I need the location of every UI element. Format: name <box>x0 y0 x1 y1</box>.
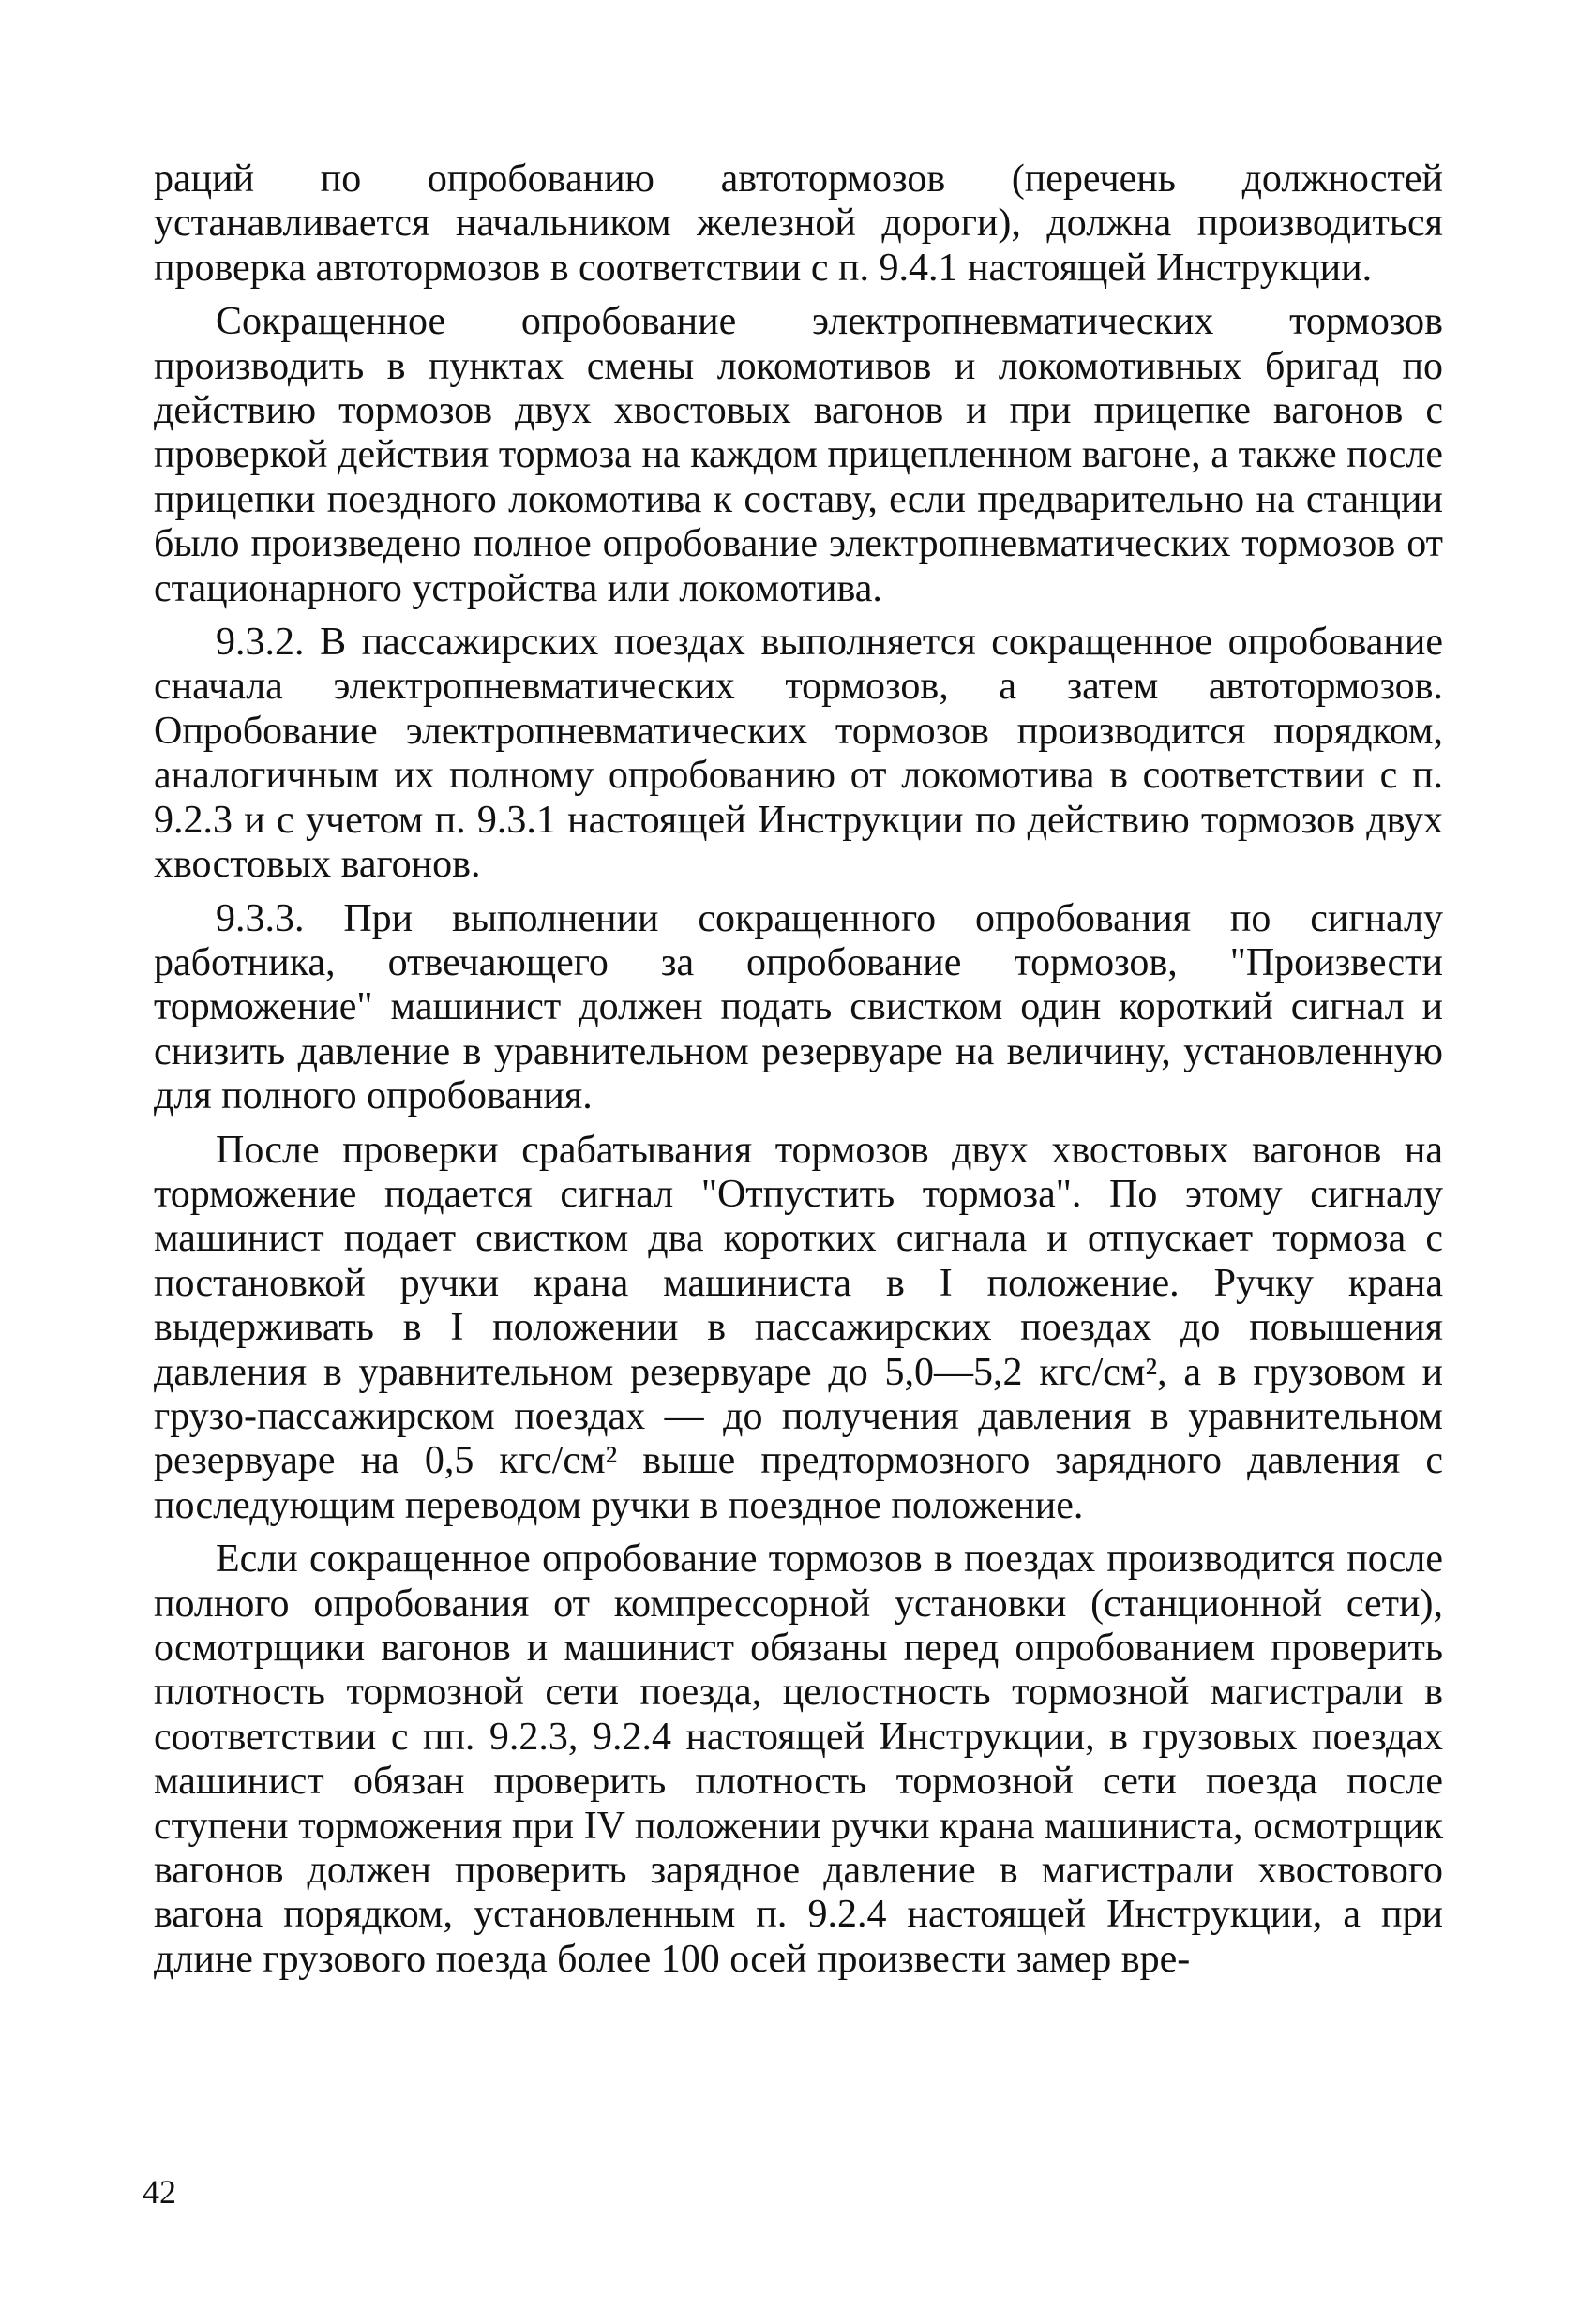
paragraph-continuation: раций по опробованию автотормозов (перечень должностей устанавливается начальником железной дороги), должна производиться проверка автотормозов в соответствии с п. 9.4.1 настоящей Инструкции. <box>154 157 1443 290</box>
paragraph-9-3-2: 9.3.2. В пассажирских поездах выполняется сокращенное опробование сначала электропневматических тормозов, а затем автотормозов. Опробование электропневматических тормозов производится порядком, аналогичным их полному опробованию от локомотива в соответствии с п. 9.2.3 и с учетом п. 9.3.1 настоящей Инструкции по действию тормозов двух хвостовых вагонов. <box>154 621 1443 887</box>
paragraph-release-signal: После проверки срабатывания тормозов двух хвостовых вагонов на торможение подается сигнал "Отпустить тормоза". По этому сигналу машинист подает свистком два коротких сигнала и отпускает тормоза с постановкой ручки крана машиниста в I положение. Ручку крана выдерживать в I положении в пассажирских поездах до повышения давления в уравнительном резервуаре до 5,0—5,2 кгс/см², а в грузовом и грузо-пассажирском поездах — до получения давления в уравнительном резервуаре на 0,5 кгс/см² выше предтормозного зарядного давления с последующим переводом ручки в поездное положение. <box>154 1128 1443 1527</box>
paragraph-short-test-ep-brakes: Сокращенное опробование электропневматических тормозов производить в пунктах смены локомотивов и локомотивных бригад по действию тормозов двух хвостовых вагонов и при прицепке вагонов с проверкой действия тормоза на каждом прицепленном вагоне, а также после прицепки поездного локомотива к составу, если предварительно на станции было произведено полное опробование электропневматических тормозов от стационарного устройства или локомотива. <box>154 300 1443 610</box>
page-number: 42 <box>143 2173 176 2211</box>
paragraph-9-3-3: 9.3.3. При выполнении сокращенного опробования по сигналу работника, отвечающего за опробование тормозов, "Произвести торможение" машинист должен подать свистком один короткий сигнал и снизить давление в уравнительном резервуаре на величину, установленную для полного опробования. <box>154 896 1443 1118</box>
paragraph-after-full-test: Если сокращенное опробование тормозов в поездах производится после полного опробования от компрессорной установки (станционной сети), осмотрщики вагонов и машинист обязаны перед опробованием проверить плотность тормозной сети поезда, целостность тормозной магистрали в соответствии с пп. 9.2.3, 9.2.4 настоящей Инструкции, в грузовых поездах машинист обязан проверить плотность тормозной сети поезда после ступени торможения при IV положении ручки крана машиниста, осмотрщик вагонов должен проверить зарядное давление в магистрали хвостового вагона порядком, установленным п. 9.2.4 настоящей Инструкции, а при длине грузового поезда более 100 осей произвести замер вре- <box>154 1537 1443 1981</box>
body-text <box>154 157 1443 1991</box>
